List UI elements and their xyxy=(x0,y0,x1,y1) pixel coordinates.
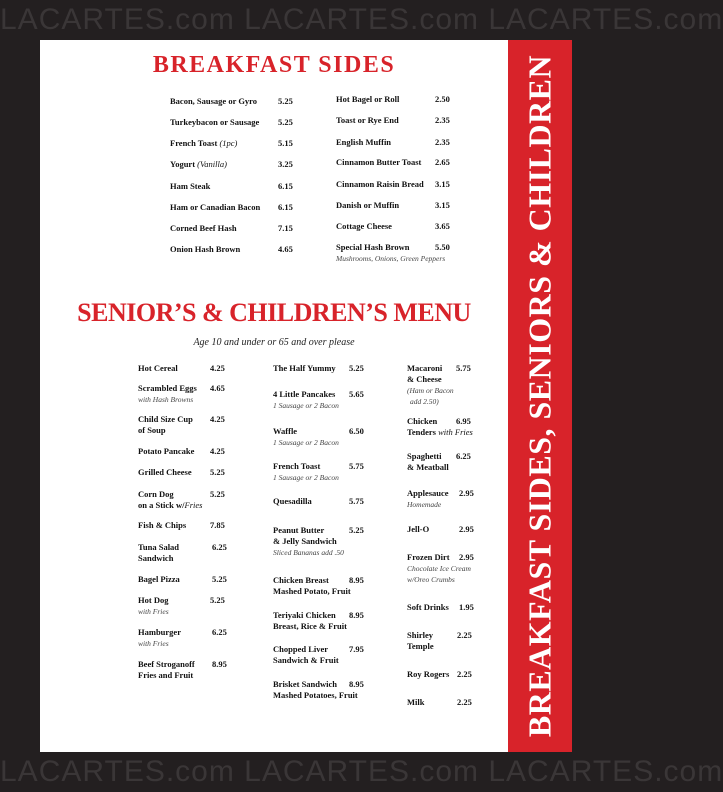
menu-item: Tuna Salad 6.25 Sandwich xyxy=(138,542,227,563)
menu-item: Soft Drinks 1.95 xyxy=(407,602,474,612)
menu-item: Child Size Cup 4.25 of Soup xyxy=(138,414,225,435)
menu-item: Waffle 6.50 1 Sausage or 2 Bacon xyxy=(273,426,364,447)
breakfast-sides-title: BREAKFAST SIDES xyxy=(152,52,396,78)
menu-item: Bacon, Sausage or Gyro 5.25 xyxy=(170,96,293,106)
menu-item: Quesadilla 5.75 xyxy=(273,496,364,506)
menu-item: Cinnamon Butter Toast 2.65 xyxy=(336,157,450,167)
menu-item: Fish & Chips 7.85 xyxy=(138,520,225,530)
menu-item: French Toast (1pc) 5.15 xyxy=(170,138,293,148)
menu-item: Toast or Rye End 2.35 xyxy=(336,115,450,125)
menu-item: Applesauce 2.95 Homemade xyxy=(407,488,474,509)
seniors-children-title: SENIOR’S & CHILDREN’S MENU xyxy=(77,298,471,327)
menu-item: Milk 2.25 xyxy=(407,697,472,707)
menu-item: Hot Cereal 4.25 xyxy=(138,363,225,373)
menu-item: Hot Bagel or Roll 2.50 xyxy=(336,94,450,104)
menu-item: English Muffin 2.35 xyxy=(336,137,450,147)
menu-item: 4 Little Pancakes 5.65 1 Sausage or 2 Bacon xyxy=(273,389,364,410)
menu-item: Potato Pancake 4.25 xyxy=(138,446,225,456)
menu-item: Ham or Canadian Bacon 6.15 xyxy=(170,202,293,212)
menu-item: Peanut Butter 5.25 & Jelly Sandwich Sliced Bananas add .50 xyxy=(273,525,364,557)
watermark-top: LACARTES.com LACARTES.com LACARTES.com xyxy=(0,3,723,36)
menu-item: Corned Beef Hash 7.15 xyxy=(170,223,293,233)
menu-item: Macaroni 5.75 & Cheese (Ham or Bacon add 2.50) xyxy=(407,363,471,406)
menu-item: Spaghetti 6.25 & Meatball xyxy=(407,451,471,472)
menu-item: Chicken 6.95 Tenders with Fries xyxy=(407,416,473,437)
menu-item: Special Hash Brown 5.50 Mushrooms, Onions, Green Peppers xyxy=(336,242,450,263)
menu-item: Turkeybacon or Sausage 5.25 xyxy=(170,117,293,127)
menu-page xyxy=(40,40,572,752)
menu-item: Grilled Cheese 5.25 xyxy=(138,467,225,477)
menu-item: Roy Rogers 2.25 xyxy=(407,669,472,679)
menu-item: French Toast 5.75 1 Sausage or 2 Bacon xyxy=(273,461,364,482)
menu-item: Onion Hash Brown 4.65 xyxy=(170,244,293,254)
watermark-bottom: LACARTES.com LACARTES.com LACARTES.com xyxy=(0,755,723,788)
menu-item: Teriyaki Chicken 8.95 Breast, Rice & Fruit xyxy=(273,610,364,631)
menu-item: Shirley 2.25 Temple xyxy=(407,630,472,651)
menu-item: The Half Yummy 5.25 xyxy=(273,363,364,373)
menu-item: Frozen Dirt 2.95 Chocolate Ice Cream w/Oreo Crumbs xyxy=(407,552,474,584)
age-subtitle: Age 10 and under or 65 and over please xyxy=(193,337,355,348)
menu-item: Cottage Cheese 3.65 xyxy=(336,221,450,231)
menu-item: Chopped Liver 7.95 Sandwich & Fruit xyxy=(273,644,364,665)
menu-item: Jell-O 2.95 xyxy=(407,524,474,534)
menu-item: Brisket Sandwich 8.95 Mashed Potatoes, Fruit xyxy=(273,679,364,700)
menu-item: Cinnamon Raisin Bread 3.15 xyxy=(336,179,450,189)
menu-item: Bagel Pizza 5.25 xyxy=(138,574,227,584)
menu-item: Ham Steak 6.15 xyxy=(170,181,293,191)
menu-item: Scrambled Eggs 4.65 with Hash Browns xyxy=(138,383,225,404)
menu-item: Yogurt (Vanilla) 3.25 xyxy=(170,159,293,169)
menu-item: Hamburger 6.25 with Fries xyxy=(138,627,227,648)
menu-item: Chicken Breast 8.95 Mashed Potato, Fruit xyxy=(273,575,364,596)
menu-item: Hot Dog 5.25 with Fries xyxy=(138,595,225,616)
menu-item: Danish or Muffin 3.15 xyxy=(336,200,450,210)
menu-item: Corn Dog 5.25 on a Stick w/Fries xyxy=(138,489,225,510)
side-banner xyxy=(508,40,572,752)
menu-item: Beef Stroganoff 8.95 Fries and Fruit xyxy=(138,659,227,680)
side-banner-text: BREAKFAST SIDES, SENIORS & CHILDREN xyxy=(521,54,558,738)
